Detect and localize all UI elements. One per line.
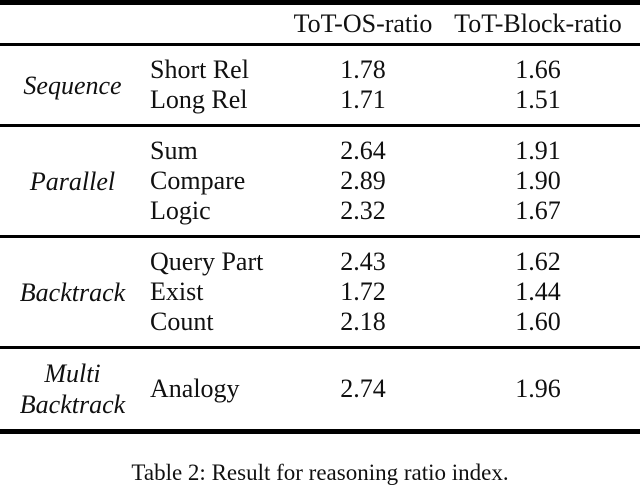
value-cell: 1.71 xyxy=(340,85,386,114)
value-cell: 2.43 xyxy=(340,247,386,276)
value-cell: 1.60 xyxy=(515,307,561,336)
value-cell: 2.74 xyxy=(340,374,386,403)
value-cell: 1.62 xyxy=(515,247,561,276)
group-parallel xyxy=(0,127,640,238)
task-cell: Count xyxy=(150,307,214,336)
table-header-row xyxy=(0,5,640,46)
task-cell: Exist xyxy=(150,277,204,306)
task-cell: Long Rel xyxy=(150,85,248,114)
group-sequence xyxy=(0,46,640,127)
task-cell: Compare xyxy=(150,166,246,195)
value-cell: 2.32 xyxy=(340,196,386,225)
task-cell: Sum xyxy=(150,136,198,165)
value-cell: 1.44 xyxy=(515,277,561,306)
table-caption: Table 2: Result for reasoning ratio index. xyxy=(131,460,509,485)
value-cell: 1.67 xyxy=(515,196,561,225)
task-cell: Analogy xyxy=(150,374,240,403)
col-header-tot-os-ratio: ToT-OS-ratio xyxy=(293,9,433,38)
group-label: Multi Backtrack xyxy=(19,359,126,419)
task-cell: Short Rel xyxy=(150,55,249,84)
value-cell: 1.78 xyxy=(340,55,386,84)
group-label: Parallel xyxy=(29,166,116,196)
value-cell: 1.72 xyxy=(340,277,386,306)
value-cell: 2.64 xyxy=(340,136,386,165)
task-cell: Logic xyxy=(150,196,211,225)
group-label: Sequence xyxy=(23,70,122,100)
group-label: Backtrack xyxy=(19,277,126,307)
value-cell: 1.66 xyxy=(515,55,561,84)
value-cell: 2.18 xyxy=(340,307,386,336)
group-multi-backtrack xyxy=(0,349,640,434)
value-cell: 1.91 xyxy=(515,136,561,165)
value-cell: 1.90 xyxy=(515,166,561,195)
task-cell: Query Part xyxy=(150,247,264,276)
group-backtrack xyxy=(0,238,640,349)
value-cell: 2.89 xyxy=(340,166,386,195)
value-cell: 1.51 xyxy=(515,85,561,114)
col-header-tot-block-ratio: ToT-Block-ratio xyxy=(454,9,622,38)
value-cell: 1.96 xyxy=(515,374,561,403)
